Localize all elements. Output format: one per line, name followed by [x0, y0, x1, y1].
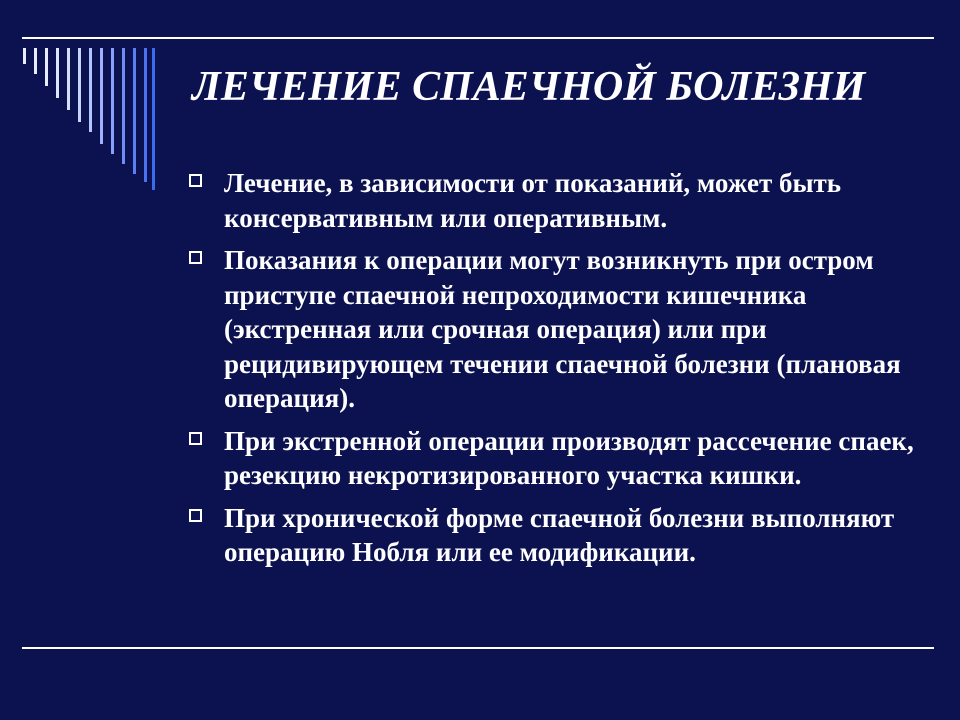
decorative-stripe: [23, 48, 26, 64]
bullet-text: При экстренной операции производят рассечение спаек, резекцию некротизированного участка кишки.: [224, 425, 914, 490]
decorative-stripe: [111, 48, 114, 154]
square-bullet-icon: [189, 174, 202, 187]
decorative-stripe: [152, 48, 155, 190]
decorative-stripe: [34, 48, 37, 74]
decorative-stripe: [144, 48, 147, 182]
square-bullet-icon: [189, 251, 202, 264]
bullet-text: При хронической форме спаечной болезни выполняют операцию Нобля или ее модификации.: [224, 502, 895, 567]
decorative-stripe: [45, 48, 48, 86]
bullet-text: Лечение, в зависимости от показаний, может быть консервативным или оперативным.: [224, 168, 842, 233]
slide-title: ЛЕЧЕНИЕ СПАЕЧНОЙ БОЛЕЗНИ: [192, 64, 866, 110]
square-bullet-icon: [189, 432, 202, 445]
bottom-divider-line: [22, 647, 934, 649]
decorative-stripe: [100, 48, 103, 144]
decorative-stripe: [122, 48, 125, 164]
decorative-stripe: [56, 48, 59, 98]
decorative-stripe: [67, 48, 70, 110]
decorative-stripe: [78, 48, 81, 122]
bullet-item: [186, 243, 916, 416]
square-bullet-icon: [189, 509, 202, 522]
bullet-list: [186, 166, 916, 578]
decorative-stripe: [133, 48, 136, 174]
bullet-item: [186, 424, 916, 493]
bullet-text: Показания к операции могут возникнуть при остром приступе спаечной непроходимости кишечника (экстренная или срочная операция) или при рецидивирующем течении спаечной болезни (плановая операция).: [224, 245, 901, 413]
decorative-stripe: [89, 48, 92, 132]
bullet-item: [186, 501, 916, 570]
decorative-stripes: [0, 0, 180, 200]
bullet-item: [186, 166, 916, 235]
